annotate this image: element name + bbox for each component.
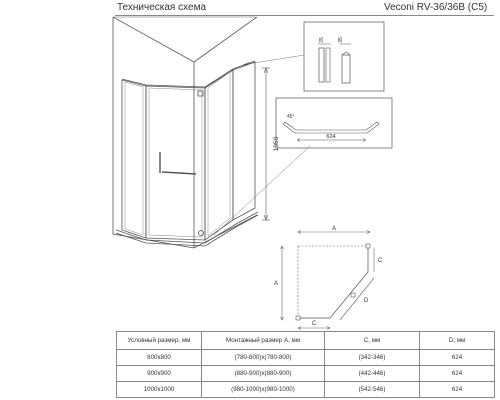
plan-label-D: D xyxy=(363,298,369,304)
cell-d: 624 xyxy=(420,366,495,382)
top-view-angle: 45° xyxy=(287,114,295,120)
right-panel-inner xyxy=(208,72,230,236)
top-view-leader-line xyxy=(214,146,310,235)
height-dimension xyxy=(262,68,270,220)
height-label: 1950 xyxy=(273,136,280,152)
cell-nominal: 1000x1000 xyxy=(117,382,202,398)
plan-label-C-side: C xyxy=(377,258,383,264)
profile-dim-35: 35 xyxy=(338,37,344,43)
cell-c: (542-546) xyxy=(325,382,420,398)
header-mount-size-a: Монтажный размер A, мм xyxy=(202,332,325,350)
back-right-panel xyxy=(233,62,255,220)
left-glass-panel xyxy=(122,80,146,238)
top-view-profile xyxy=(283,122,379,133)
right-glass-panel xyxy=(205,70,233,240)
plan-corner-marker-top xyxy=(366,244,370,248)
plan-cabin-outline xyxy=(298,246,368,318)
cell-nominal: 900x900 xyxy=(117,366,202,382)
cell-mount: (980-1000)x(980-1000) xyxy=(202,382,325,398)
left-panel-inner xyxy=(125,82,143,235)
cell-c: (342-346) xyxy=(325,350,420,366)
table-row xyxy=(117,350,495,366)
profile-bar-left xyxy=(319,48,324,82)
profile-detail-box xyxy=(304,22,384,91)
plan-dim-D xyxy=(340,278,374,320)
scheme-title: Техническая схема xyxy=(117,2,207,13)
table-header-row xyxy=(117,332,495,350)
cabin-room-drawing xyxy=(113,17,258,248)
cell-d: 624 xyxy=(420,382,495,398)
header-c: C, мм xyxy=(325,332,420,350)
profile-bar-right-cap xyxy=(342,52,350,55)
size-spec-table xyxy=(116,331,495,398)
top-view-detail-box xyxy=(276,98,392,148)
model-title: Veconi RV-36/36B (C5) xyxy=(384,2,488,13)
profile-leader-line xyxy=(248,55,304,64)
shower-tray-edge xyxy=(116,215,258,246)
cell-nominal: 800x800 xyxy=(117,350,202,366)
plan-corner-marker-mid xyxy=(351,293,355,297)
cell-d: 624 xyxy=(420,350,495,366)
top-view-length: 624 xyxy=(326,134,336,140)
profile-bar-left-inner xyxy=(326,48,330,82)
door-towel-bar xyxy=(162,172,196,174)
profile-dim-25: 25 xyxy=(319,37,325,43)
table-row xyxy=(117,366,495,382)
door-panel xyxy=(146,86,205,240)
header-d: D, мм xyxy=(420,332,495,350)
right-wall-outline xyxy=(194,17,257,248)
top-rail xyxy=(122,61,255,87)
plan-label-C-bottom: C xyxy=(311,321,317,327)
plan-label-A-side: A xyxy=(273,281,279,287)
cell-mount: (880-900)x(880-900) xyxy=(202,366,325,382)
header-nominal-size: Условный размер, мм xyxy=(117,332,202,350)
hinge-bottom xyxy=(199,231,204,236)
plan-label-A-top: A xyxy=(331,226,337,232)
cell-mount: (780-800)x(780-800) xyxy=(202,350,325,366)
top-view-detail-frame xyxy=(276,98,392,148)
plan-view xyxy=(281,231,375,330)
profile-bar-right xyxy=(342,55,350,83)
leader-lines xyxy=(214,55,310,235)
cell-c: (442-446) xyxy=(325,366,420,382)
table-row xyxy=(117,382,495,398)
plan-corner-marker-left xyxy=(296,316,300,320)
